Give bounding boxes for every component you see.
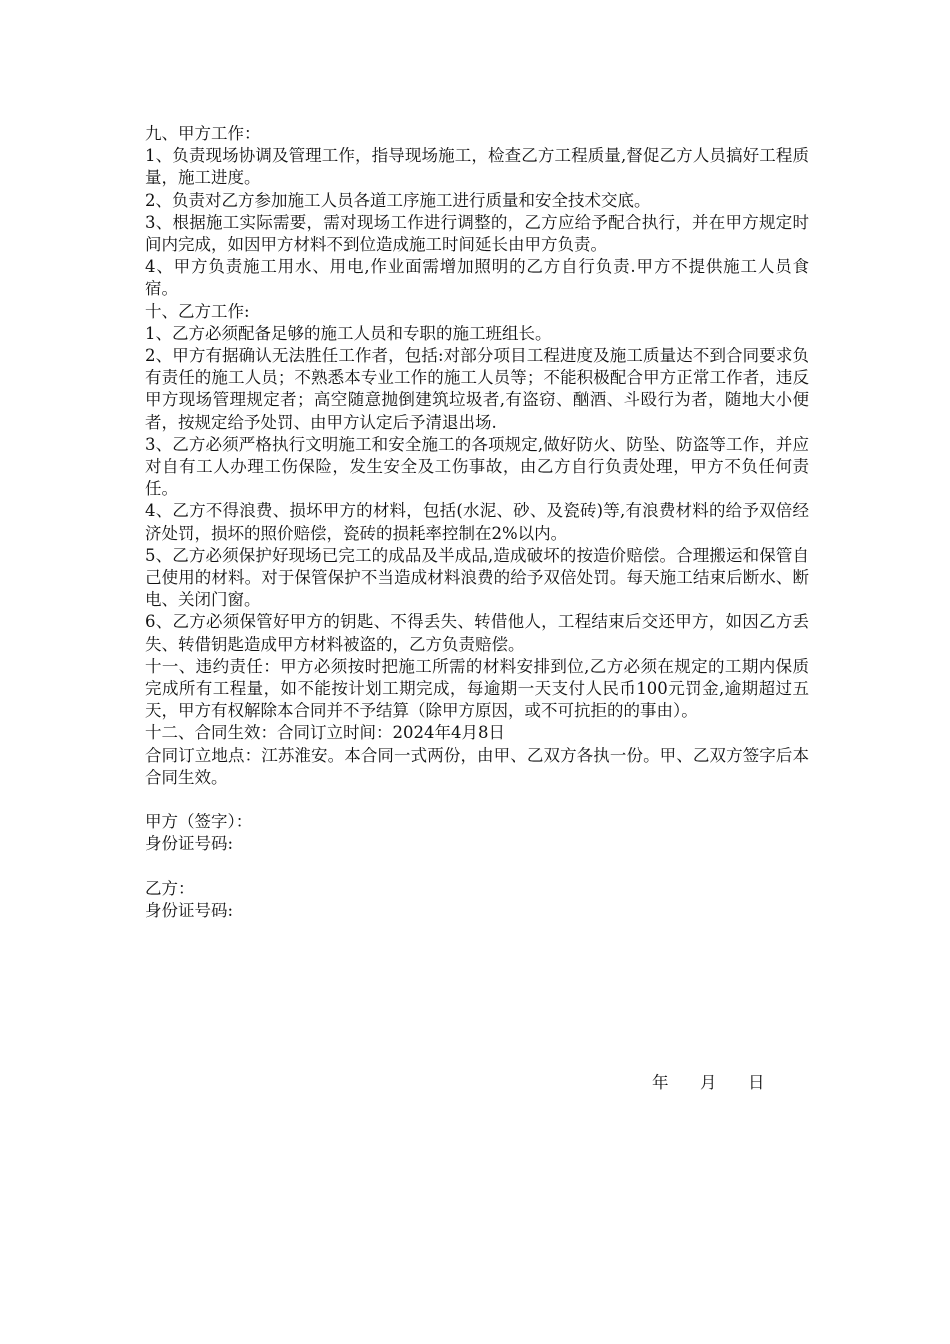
party-b-clause-1: 1、乙方必须配备足够的施工人员和专职的施工班组长。 [145, 323, 552, 343]
spacer [145, 789, 809, 811]
party-b-signature-label: 乙方： [145, 878, 195, 898]
party-b-clause-4: 4、乙方不得浪费、损坏甲方的材料，包括(水泥、砂、及瓷砖)等,有浪费材料的给予双倍经济处罚，损坏的照价赔偿，瓷砖的损耗率控制在2%以内。 [145, 501, 809, 543]
party-a-id-label: 身份证号码: [145, 834, 234, 854]
party-a-signature-label: 甲方（签字）： [145, 812, 253, 832]
contract-effective-clause: 十二、合同生效：合同订立时间：2024年4月8日 [145, 723, 505, 743]
section-nine-heading: 九、甲方工作： [145, 124, 261, 143]
breach-liability-clause: 十一、违约责任：甲方必须按时把施工所需的材料安排到位,乙方必须在规定的工期内保质完成所有工程量，如不能按计划工期完成，每逾期一天支付人民币100元罚金,逾期超过五天，甲方有权解除本合同并不予结算（除甲方原因，或不可抗拒的的事由）。 [145, 656, 809, 721]
party-a-clause-2: 2、负责对乙方参加施工人员各道工序施工进行质量和安全技术交底。 [145, 190, 651, 210]
party-b-clause-5: 5、乙方必须保护好现场已完工的成品及半成品,造成破坏的按造价赔偿。合理搬运和保管自己使用的材料。对于保管保护不当造成材料浪费的给予双倍处罚。每天施工结束后断水、断电、关闭门窗。 [145, 545, 809, 610]
party-b-id-label: 身份证号码: [145, 901, 234, 921]
party-a-clause-1: 1、负责现场协调及管理工作，指导现场施工，检查乙方工程质量,督促乙方人员搞好工程质量，施工进度。 [145, 146, 809, 188]
party-b-clause-6: 6、乙方必须保管好甲方的钥匙、不得丢失、转借他人，工程结束后交还甲方，如因乙方丢失、转借钥匙造成甲方材料被盗的，乙方负责赔偿。 [145, 612, 809, 654]
party-b-clause-2: 2、甲方有据确认无法胜任工作者，包括:对部分项目工程进度及施工质量达不到合同要求负有责任的施工人员；不熟悉本专业工作的施工人员等；不能积极配合甲方正常工作者，违反甲方现场管理规定者；高空随意抛倒建筑垃圾者,有盗窃、酗酒、斗殴行为者，随地大小便者，按规定给予处罚、由甲方认定后予清退出场. [145, 346, 809, 432]
contract-location-clause: 合同订立地点：江苏淮安。本合同一式两份，由甲、乙双方各执一份。甲、乙双方签字后本合同生效。 [145, 745, 809, 787]
party-b-clause-3: 3、乙方必须严格执行文明施工和安全施工的各项规定,做好防火、防坠、防盗等工作，并应对自有工人办理工伤保险，发生安全及工伤事故，由乙方自行负责处理，甲方不负任何责任。 [145, 434, 809, 499]
party-a-clause-3: 3、根据施工实际需要，需对现场工作进行调整的，乙方应给予配合执行，并在甲方规定时间内完成，如因甲方材料不到位造成施工时间延长由甲方负责。 [145, 212, 809, 255]
contract-page [145, 123, 809, 922]
section-ten-heading: 十、乙方工作: [145, 301, 250, 321]
spacer [145, 856, 809, 878]
party-a-clause-4: 4、甲方负责施工用水、用电,作业面需增加照明的乙方自行负责.甲方不提供施工人员食宿。 [145, 257, 809, 299]
signature-date-placeholder: 年 月 日 [652, 1073, 765, 1092]
